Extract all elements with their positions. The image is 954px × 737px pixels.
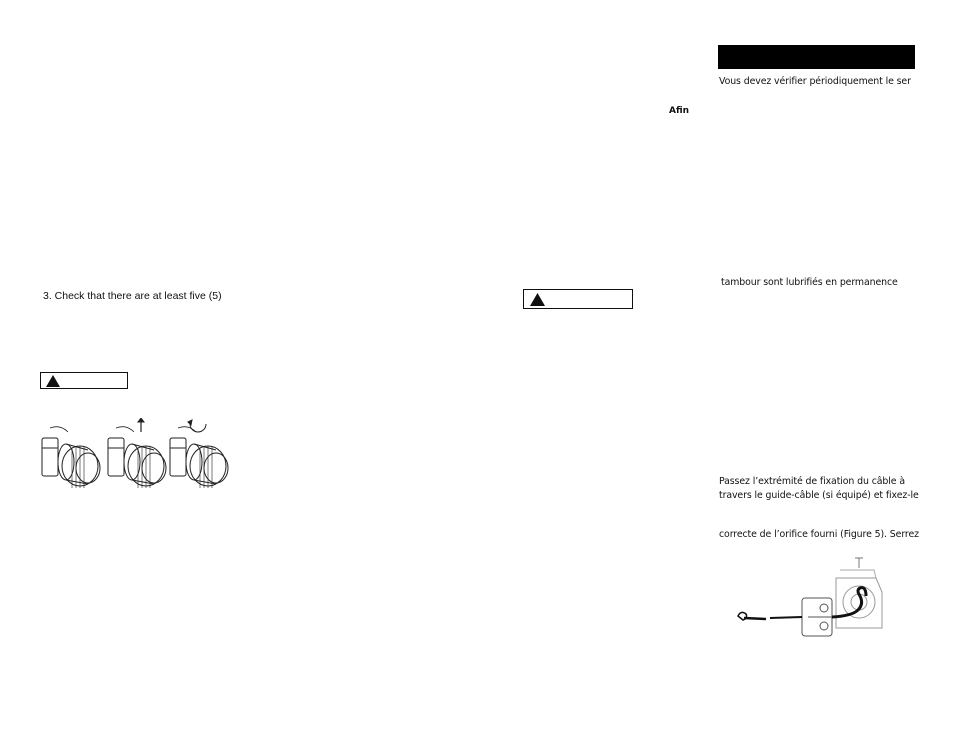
step3-text: 3. Check that there are at least five (5) <box>43 290 222 302</box>
fr-line-3: Passez l’extrémité de fixation du câble à <box>719 476 905 487</box>
fr-line-4: travers le guide-câble (si équipé) et fixez-le <box>719 490 919 501</box>
fr-line-1: Vous devez vérifier périodiquement le ser <box>719 76 911 87</box>
knob-sequence-illustration <box>40 418 232 490</box>
section-header-bar <box>718 45 915 69</box>
fr-line-2: tambour sont lubrifiés en permanence <box>721 277 898 288</box>
fr-line-5: correcte de l’orifice fourni (Figure 5). Serrez <box>719 529 919 540</box>
warning-box-left <box>40 372 128 389</box>
warning-box-right <box>523 289 633 309</box>
afin-label: Afin <box>669 106 690 116</box>
winch-cable-illustration <box>736 556 886 638</box>
warning-triangle-icon <box>530 293 545 306</box>
warning-triangle-icon <box>46 375 60 387</box>
